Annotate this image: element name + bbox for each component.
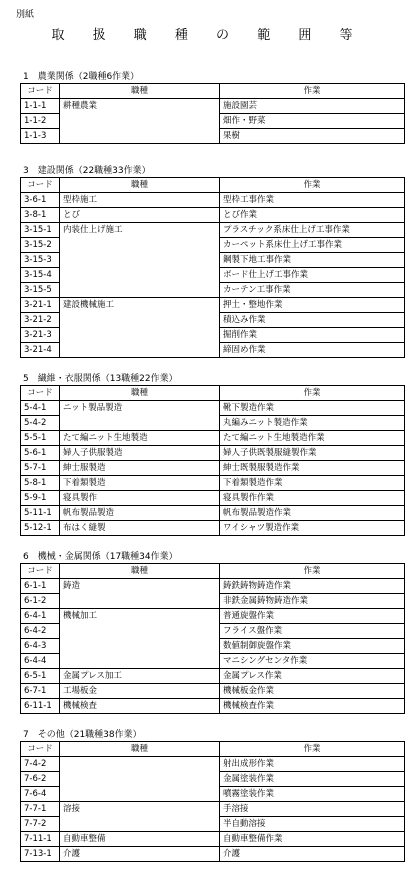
cell-job (60, 624, 220, 639)
cell-code: 6-4-2 (21, 624, 60, 639)
table-row (21, 446, 405, 461)
header-job: 職種 (60, 386, 220, 401)
table-row (21, 99, 405, 114)
table-row (21, 624, 405, 639)
header-row (21, 178, 405, 193)
header-row (21, 84, 405, 99)
header-work: 作業 (220, 742, 405, 757)
page-title: 取 扱 職 種 の 範 囲 等 (51, 28, 365, 43)
cell-job (60, 817, 220, 832)
cell-work: 自動車整備作業 (220, 832, 405, 847)
cell-work: 靴下製造作業 (220, 401, 405, 416)
cell-code: 3-21-3 (21, 328, 60, 343)
cell-work: 掘削作業 (220, 328, 405, 343)
cell-code: 5-6-1 (21, 446, 60, 461)
section-title: 3 建設関係（22職種33作業） (23, 166, 151, 176)
header-work: 作業 (220, 84, 405, 99)
header-work: 作業 (220, 564, 405, 579)
cell-work: 機械検査作業 (220, 699, 405, 714)
cell-job (60, 129, 220, 144)
cell-code: 6-11-1 (21, 699, 60, 714)
table-row (21, 431, 405, 446)
header-work: 作業 (220, 178, 405, 193)
cell-code: 5-7-1 (21, 461, 60, 476)
header-row (21, 742, 405, 757)
cell-code: 3-8-1 (21, 208, 60, 223)
cell-job: 機械検査 (60, 699, 220, 714)
cell-job: 寝具製作 (60, 491, 220, 506)
table-row (21, 114, 405, 129)
cell-job: 溶接 (60, 802, 220, 817)
cell-job: ニット製品製造 (60, 401, 220, 416)
table-row (21, 669, 405, 684)
cell-job: とび (60, 208, 220, 223)
cell-work: 寝具製作作業 (220, 491, 405, 506)
cell-work: とび作業 (220, 208, 405, 223)
cell-job: 建設機械施工 (60, 298, 220, 313)
table-row (21, 401, 405, 416)
cell-work: プラスチック系床仕上げ工事作業 (220, 223, 405, 238)
table-row (21, 208, 405, 223)
section-title: 7 その他（21職種38作業） (23, 730, 142, 740)
cell-job: 下着類製造 (60, 476, 220, 491)
cell-job (60, 787, 220, 802)
cell-work: ボード仕上げ工事作業 (220, 268, 405, 283)
table-row (21, 817, 405, 832)
table-row (21, 491, 405, 506)
table-row (21, 521, 405, 536)
cell-code: 3-15-5 (21, 283, 60, 298)
table-row (21, 802, 405, 817)
cell-work: 数値制御旋盤作業 (220, 639, 405, 654)
cell-job: 内装仕上げ施工 (60, 223, 220, 238)
job-table (20, 385, 405, 536)
header-code: コード (21, 742, 60, 757)
header-job: 職種 (60, 742, 220, 757)
cell-code: 5-9-1 (21, 491, 60, 506)
cell-work: 介護 (220, 847, 405, 862)
cell-job: たて編ニット生地製造 (60, 431, 220, 446)
cell-code: 5-11-1 (21, 506, 60, 521)
cell-work: 金属プレス作業 (220, 669, 405, 684)
cell-code: 1-1-2 (21, 114, 60, 129)
header-job: 職種 (60, 178, 220, 193)
cell-job: 帆布製品製造 (60, 506, 220, 521)
cell-job: 型枠施工 (60, 193, 220, 208)
cell-job: 耕種農業 (60, 99, 220, 114)
cell-code: 5-8-1 (21, 476, 60, 491)
table-row (21, 506, 405, 521)
cell-code: 7-13-1 (21, 847, 60, 862)
table-row (21, 772, 405, 787)
cell-code: 3-6-1 (21, 193, 60, 208)
cell-work: 締固め作業 (220, 343, 405, 358)
table-row (21, 476, 405, 491)
cell-work: ワイシャツ製造作業 (220, 521, 405, 536)
section-construction (20, 165, 404, 358)
section-other (20, 729, 404, 862)
cell-job (60, 772, 220, 787)
table-row (21, 684, 405, 699)
table-row (21, 268, 405, 283)
table-row (21, 129, 405, 144)
cell-code: 7-6-2 (21, 772, 60, 787)
cell-work: カーテン工事作業 (220, 283, 405, 298)
cell-code: 6-4-3 (21, 639, 60, 654)
header-code: コード (21, 564, 60, 579)
cell-job (60, 114, 220, 129)
header-code: コード (21, 84, 60, 99)
cell-job (60, 253, 220, 268)
job-table (20, 83, 405, 144)
cell-work: 型枠工事作業 (220, 193, 405, 208)
header-job: 職種 (60, 564, 220, 579)
cell-job (60, 343, 220, 358)
table-row (21, 579, 405, 594)
cell-work: マニシングセンタ作業 (220, 654, 405, 669)
cell-code: 5-4-1 (21, 401, 60, 416)
cell-work: 普通旋盤作業 (220, 609, 405, 624)
cell-code: 7-11-1 (21, 832, 60, 847)
cell-code: 1-1-3 (21, 129, 60, 144)
table-row (21, 193, 405, 208)
cell-work: 下着類製造作業 (220, 476, 405, 491)
table-row (21, 416, 405, 431)
cell-job (60, 416, 220, 431)
table-row (21, 283, 405, 298)
cell-job (60, 639, 220, 654)
table-row (21, 847, 405, 862)
cell-work: 鋳鉄鋳物鋳造作業 (220, 579, 405, 594)
cell-code: 5-4-2 (21, 416, 60, 431)
cell-job: 工場板金 (60, 684, 220, 699)
cell-work: 機械板金作業 (220, 684, 405, 699)
header-work: 作業 (220, 386, 405, 401)
table-row (21, 253, 405, 268)
section-agriculture (20, 71, 404, 144)
cell-work: 非鉄金属鋳物鋳造作業 (220, 594, 405, 609)
cell-code: 6-5-1 (21, 669, 60, 684)
cell-code: 3-21-4 (21, 343, 60, 358)
table-row (21, 654, 405, 669)
cell-job (60, 654, 220, 669)
attachment-label: 別紙 (16, 10, 35, 20)
table-row (21, 313, 405, 328)
table-row (21, 787, 405, 802)
cell-job (60, 238, 220, 253)
cell-code: 6-4-1 (21, 609, 60, 624)
header-job: 職種 (60, 84, 220, 99)
cell-code: 6-1-1 (21, 579, 60, 594)
cell-work: 押土・整地作業 (220, 298, 405, 313)
section-title: 6 機械・金属関係（17職種34作業） (23, 552, 178, 562)
cell-code: 6-7-1 (21, 684, 60, 699)
job-table (20, 741, 405, 862)
header-row (21, 564, 405, 579)
header-row (21, 386, 405, 401)
header-code: コード (21, 178, 60, 193)
cell-code: 3-15-2 (21, 238, 60, 253)
table-row (21, 343, 405, 358)
cell-work: 半自動溶接 (220, 817, 405, 832)
cell-job: 金属プレス加工 (60, 669, 220, 684)
header-code: コード (21, 386, 60, 401)
cell-code: 3-15-4 (21, 268, 60, 283)
cell-job: 紳士服製造 (60, 461, 220, 476)
cell-code: 7-7-2 (21, 817, 60, 832)
table-row (21, 461, 405, 476)
table-row (21, 238, 405, 253)
cell-work: 紳士既製服製造作業 (220, 461, 405, 476)
cell-job: 鋳造 (60, 579, 220, 594)
cell-job: 婦人子供服製造 (60, 446, 220, 461)
cell-job (60, 283, 220, 298)
cell-job (60, 313, 220, 328)
cell-job (60, 594, 220, 609)
cell-work: 積込み作業 (220, 313, 405, 328)
table-row (21, 298, 405, 313)
job-table (20, 563, 405, 714)
cell-work: 施設園芸 (220, 99, 405, 114)
cell-work: 噴霧塗装作業 (220, 787, 405, 802)
cell-code: 7-7-1 (21, 802, 60, 817)
section-title: 5 繊維・衣服関係（13職種22作業） (23, 374, 178, 384)
cell-work: 果樹 (220, 129, 405, 144)
table-row (21, 223, 405, 238)
cell-job: 介護 (60, 847, 220, 862)
cell-code: 6-1-2 (21, 594, 60, 609)
cell-code: 5-12-1 (21, 521, 60, 536)
table-row (21, 594, 405, 609)
job-table (20, 177, 405, 358)
cell-work: 婦人子供既製服縫製作業 (220, 446, 405, 461)
cell-work: 帆布製品製造作業 (220, 506, 405, 521)
cell-work: 手溶接 (220, 802, 405, 817)
cell-work: 畑作・野菜 (220, 114, 405, 129)
table-row (21, 832, 405, 847)
cell-code: 3-21-1 (21, 298, 60, 313)
cell-work: カーペット系床仕上げ工事作業 (220, 238, 405, 253)
cell-work: 鋼製下地工事作業 (220, 253, 405, 268)
cell-work: 丸編みニット製造作業 (220, 416, 405, 431)
table-row (21, 639, 405, 654)
cell-code: 7-4-2 (21, 757, 60, 772)
cell-code: 3-21-2 (21, 313, 60, 328)
section-textile (20, 373, 404, 536)
table-row (21, 328, 405, 343)
cell-code: 3-15-1 (21, 223, 60, 238)
cell-job (60, 757, 220, 772)
cell-code: 1-1-1 (21, 99, 60, 114)
cell-work: たて編ニット生地製造作業 (220, 431, 405, 446)
cell-code: 7-6-4 (21, 787, 60, 802)
table-row (21, 757, 405, 772)
cell-work: フライス盤作業 (220, 624, 405, 639)
cell-job (60, 268, 220, 283)
table-row (21, 609, 405, 624)
cell-job (60, 328, 220, 343)
table-row (21, 699, 405, 714)
cell-job: 布はく縫製 (60, 521, 220, 536)
cell-work: 金属塗装作業 (220, 772, 405, 787)
cell-job: 自動車整備 (60, 832, 220, 847)
cell-code: 3-15-3 (21, 253, 60, 268)
section-title: 1 農業関係（2職種6作業） (23, 72, 140, 82)
cell-work: 射出成形作業 (220, 757, 405, 772)
section-machinery-metal (20, 551, 404, 714)
cell-code: 6-4-4 (21, 654, 60, 669)
cell-code: 5-5-1 (21, 431, 60, 446)
cell-job: 機械加工 (60, 609, 220, 624)
